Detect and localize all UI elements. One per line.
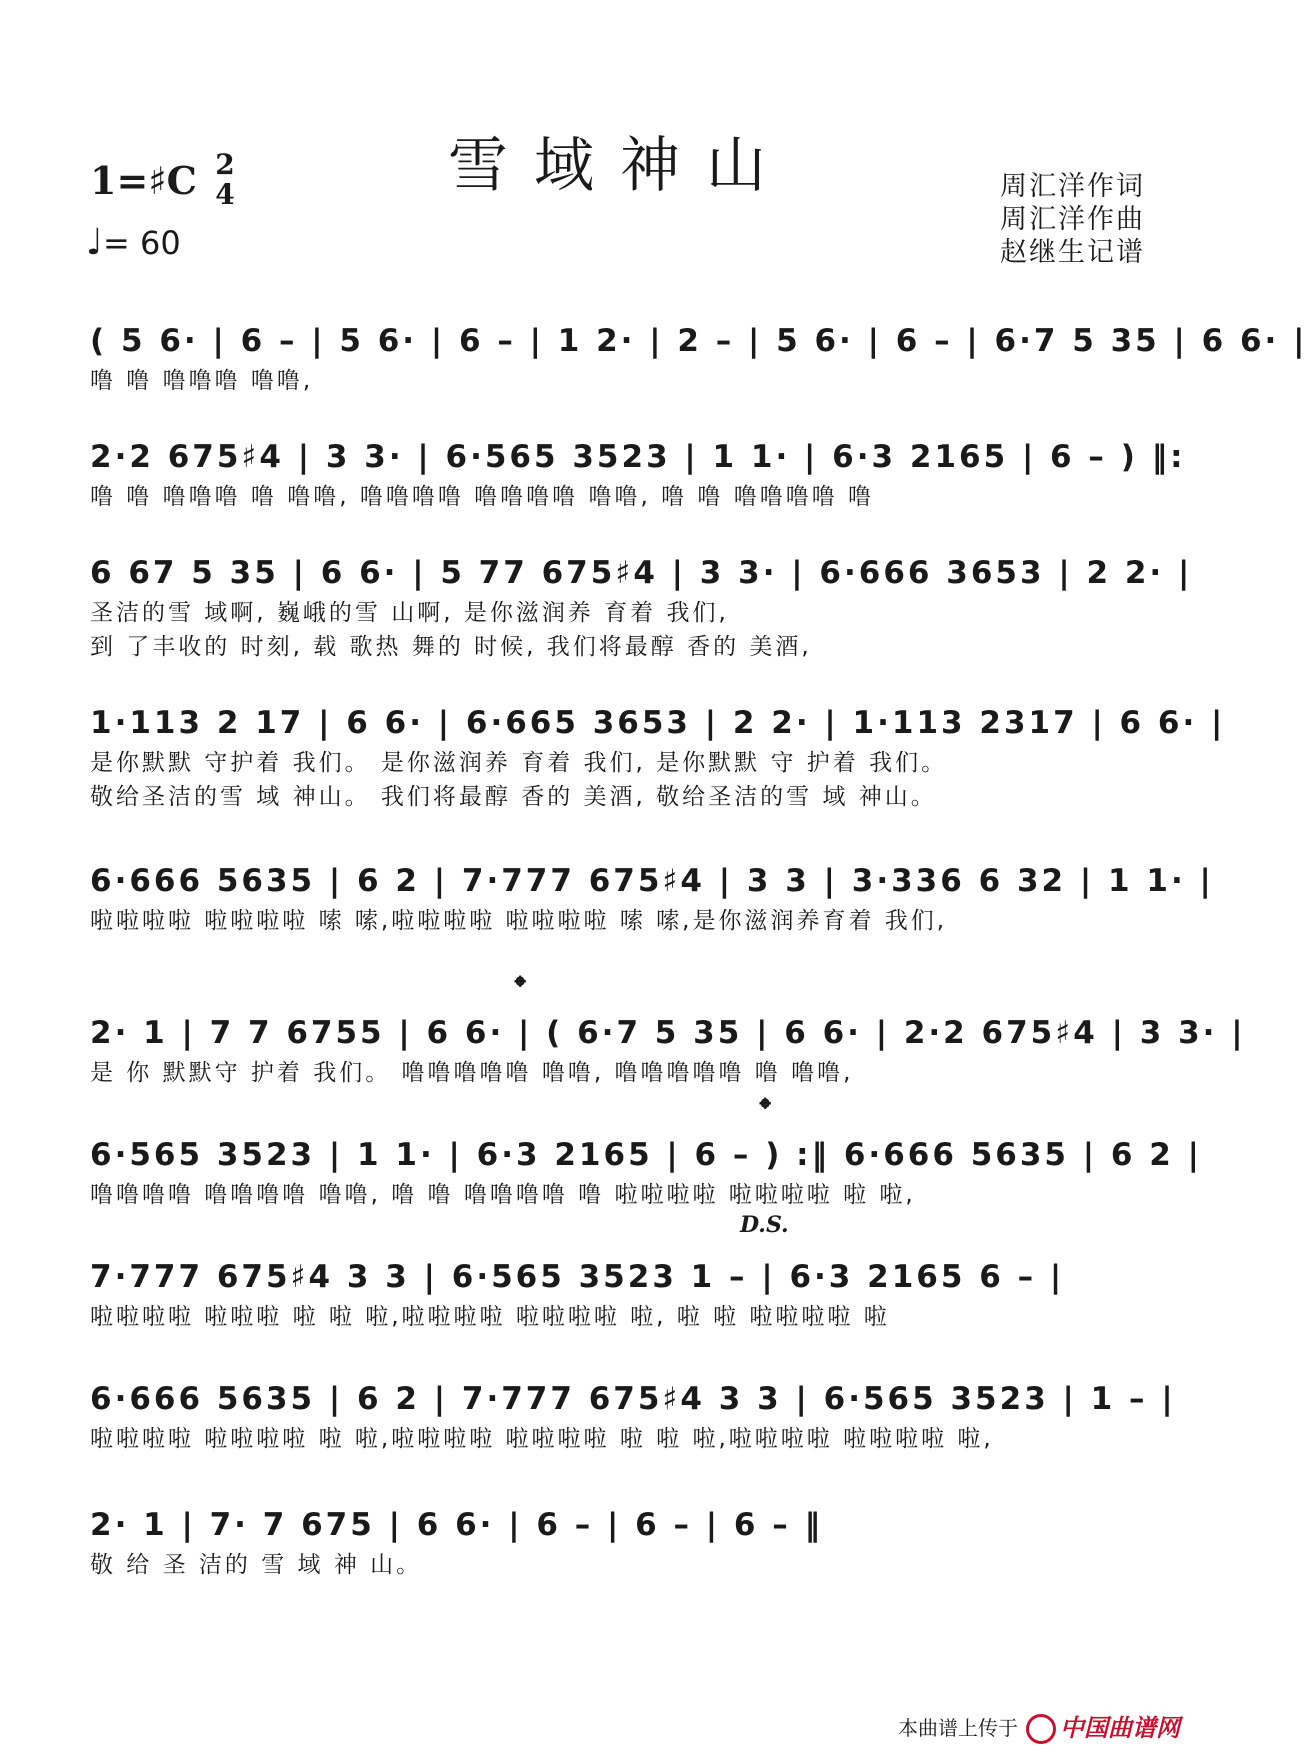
lyricist-credit: 周汇洋作词 bbox=[1000, 171, 1145, 202]
lyrics-line: 啦啦啦啦 啦啦啦啦 啦 啦,啦啦啦啦 啦啦啦啦 啦 啦 啦,啦啦啦啦 啦啦啦啦 啦, bbox=[90, 1426, 994, 1452]
quarter-note-icon: ♩ bbox=[86, 222, 103, 263]
lyrics-line: 敬给圣洁的雪 域 神山。 我们将最醇 香的 美酒, 敬给圣洁的雪 域 神山。 bbox=[90, 784, 937, 810]
site-logo-icon bbox=[1026, 1714, 1056, 1744]
coda-sign-1: 𝄌 bbox=[515, 970, 526, 1005]
lyrics-line: 圣洁的雪 域啊, 巍峨的雪 山啊, 是你滋润养 育着 我们, bbox=[90, 600, 729, 626]
notes-line: 2· 1 | 7 7 6755 | 6 6· | ( 6·7 5 35 | 6 6· | 2·2 675♯4 | 3 3· | bbox=[90, 1015, 1246, 1051]
score-system-8 bbox=[90, 1254, 1150, 1334]
composer-credit: 周汇洋作曲 bbox=[1000, 204, 1145, 235]
site-name: 中国曲谱网 bbox=[1060, 1714, 1180, 1742]
notes-line: ( 5 6· | 6 – | 5 6· | 6 – | 1 2· | 2 – | 5 6· | 6 – | 6·7 5 35 | 6 6· | bbox=[90, 323, 1307, 359]
lyrics-line: 到 了丰收的 时刻, 载 歌热 舞的 时候, 我们将最醇 香的 美酒, bbox=[90, 634, 812, 660]
score-system-5 bbox=[90, 858, 1214, 938]
notes-line: 7·777 675♯4 3 3 | 6·565 3523 1 – | 6·3 2165 6 – | bbox=[90, 1259, 1065, 1295]
notes-line: 6·666 5635 | 6 2 | 7·777 675♯4 3 3 | 6·565 3523 | 1 – | bbox=[90, 1381, 1176, 1417]
score-system-1 bbox=[90, 318, 1307, 398]
song-title: 雪域神山 bbox=[448, 131, 792, 201]
score-system-10 bbox=[90, 1502, 1150, 1582]
notes-line: 1·113 2 17 | 6 6· | 6·665 3653 | 2 2· | 1·113 2317 | 6 6· | bbox=[90, 705, 1226, 741]
tempo-marking bbox=[86, 222, 181, 263]
footer bbox=[898, 1708, 1180, 1744]
lyrics-line: 噜 噜 噜噜噜 噜噜, bbox=[90, 368, 314, 394]
score-system-7 bbox=[90, 1132, 1202, 1212]
lyrics-line: 是 你 默默守 护着 我们。 噜噜噜噜噜 噜噜, 噜噜噜噜噜 噜 噜噜, bbox=[90, 1060, 854, 1086]
notes-line: 2· 1 | 7· 7 675 | 6 6· | 6 – | 6 – | 6 – ‖ bbox=[90, 1507, 824, 1543]
notes-line: 6 67 5 35 | 6 6· | 5 77 675♯4 | 3 3· | 6·666 3653 | 2 2· | bbox=[90, 555, 1193, 591]
time-signature-top: 2 bbox=[215, 148, 235, 181]
lyrics-line: 是你默默 守护着 我们。 是你滋润养 育着 我们, 是你默默 守 护着 我们。 bbox=[90, 750, 948, 776]
lyrics-line: 噜噜噜噜 噜噜噜噜 噜噜, 噜 噜 噜噜噜噜 噜 啦啦啦啦 啦啦啦啦 啦 啦, bbox=[90, 1182, 916, 1208]
ds-marking: D.S. bbox=[740, 1212, 789, 1238]
coda-sign-2: 𝄌 bbox=[760, 1092, 771, 1127]
tempo-value: = 60 bbox=[102, 224, 181, 262]
site-logo[interactable] bbox=[1026, 1708, 1180, 1744]
notes-line: 6·666 5635 | 6 2 | 7·777 675♯4 | 3 3 | 3·336 6 32 | 1 1· | bbox=[90, 863, 1214, 899]
time-signature bbox=[210, 150, 240, 210]
score-system-6 bbox=[90, 1010, 1246, 1090]
lyrics-line: 敬 给 圣 洁的 雪 域 神 山。 bbox=[90, 1552, 423, 1578]
lyrics-line: 啦啦啦啦 啦啦啦 啦 啦 啦,啦啦啦啦 啦啦啦啦 啦, 啦 啦 啦啦啦啦 啦 bbox=[90, 1304, 890, 1330]
lyrics-line: 噜 噜 噜噜噜 噜 噜噜, 噜噜噜噜 噜噜噜噜 噜噜, 噜 噜 噜噜噜噜 噜 bbox=[90, 484, 875, 510]
upload-text: 本曲谱上传于 bbox=[898, 1715, 1018, 1740]
time-signature-bottom: 4 bbox=[215, 178, 235, 211]
score-system-9 bbox=[90, 1376, 1176, 1456]
score-system-4 bbox=[90, 700, 1226, 814]
score-system-3 bbox=[90, 550, 1193, 664]
key-signature: 1=♯C bbox=[90, 158, 197, 203]
notes-line: 2·2 675♯4 | 3 3· | 6·565 3523 | 1 1· | 6·3 2165 | 6 – ) ‖: bbox=[90, 439, 1186, 475]
score-system-2 bbox=[90, 434, 1186, 514]
transcriber-credit: 赵继生记谱 bbox=[1000, 237, 1145, 268]
notes-line: 6·565 3523 | 1 1· | 6·3 2165 | 6 – ) :‖ 6·666 5635 | 6 2 | bbox=[90, 1137, 1202, 1173]
lyrics-line: 啦啦啦啦 啦啦啦啦 嗦 嗦,啦啦啦啦 啦啦啦啦 嗦 嗦,是你滋润养育着 我们, bbox=[90, 908, 948, 934]
credits bbox=[1000, 170, 1145, 269]
